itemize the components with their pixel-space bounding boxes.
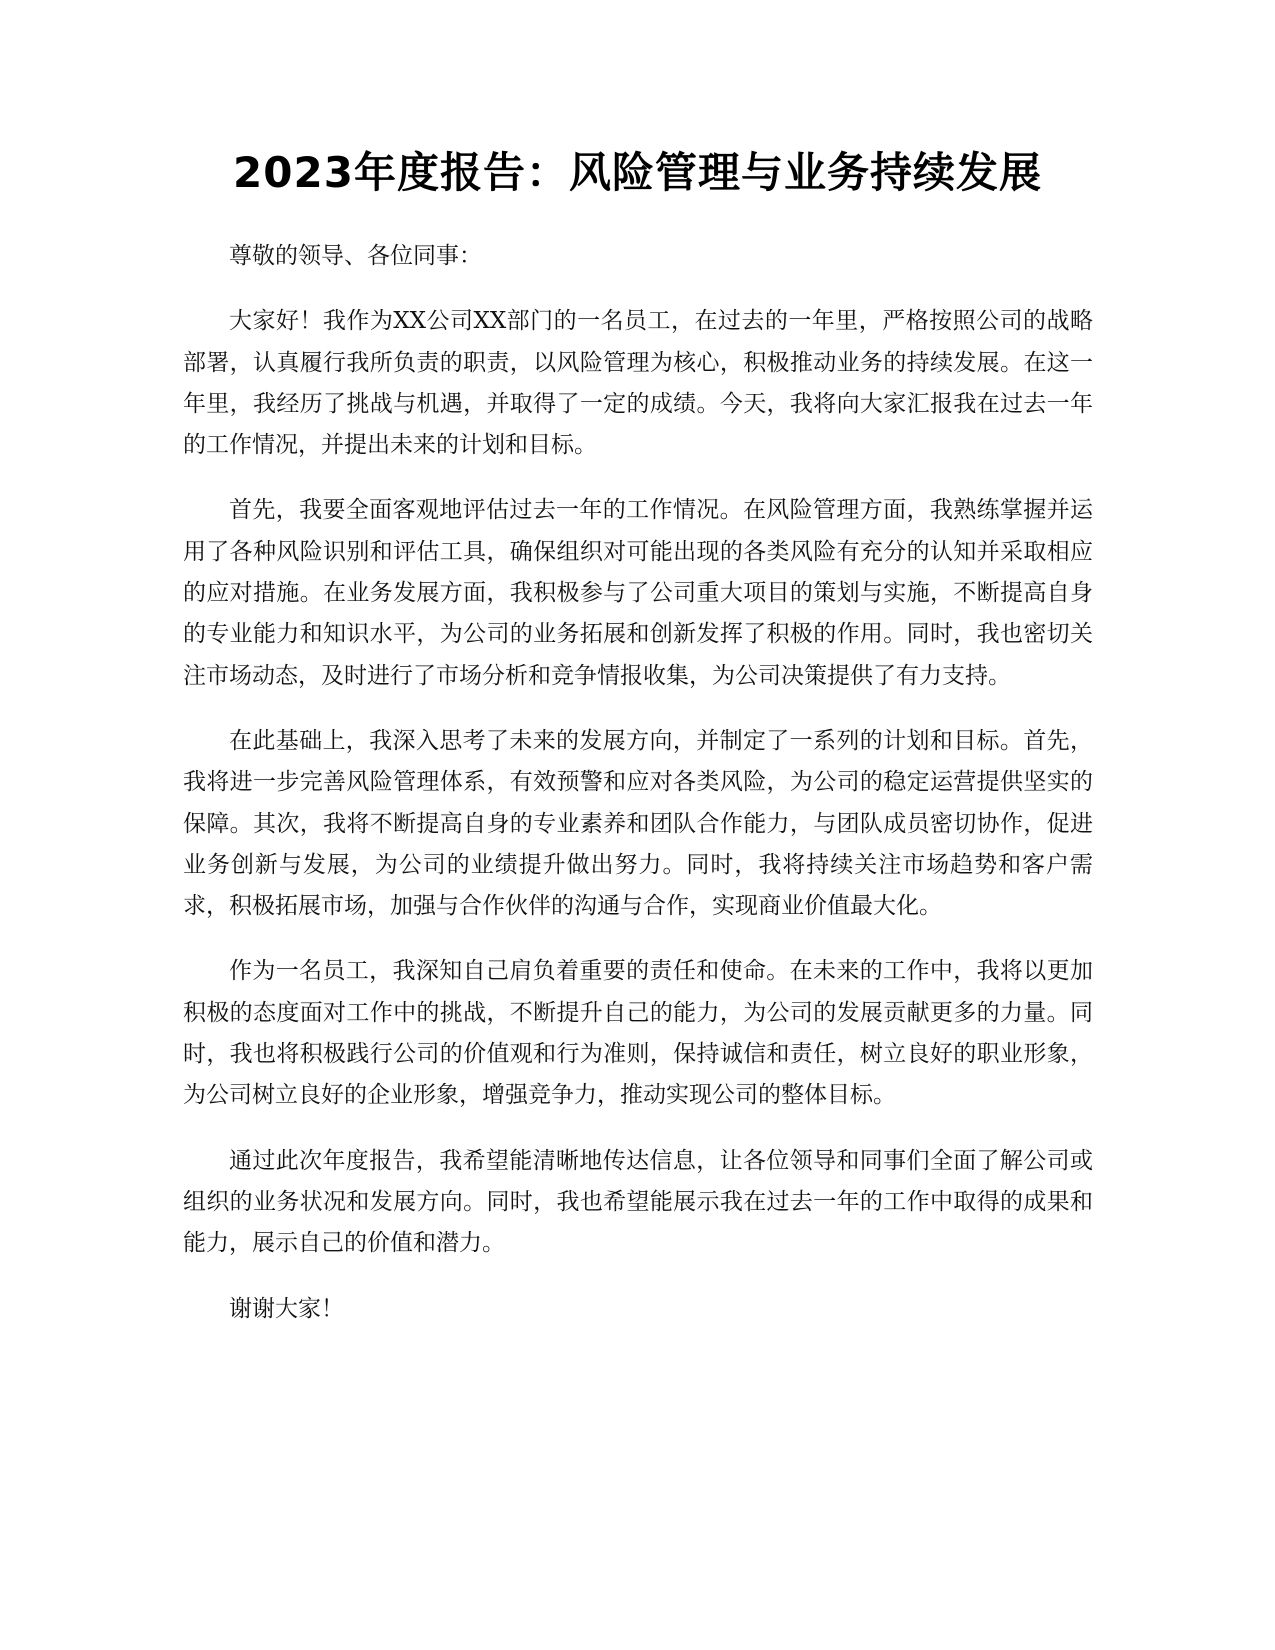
paragraph-intro: 大家好！我作为XX公司XX部门的一名员工，在过去的一年里，严格按照公司的战略部署，认真履行我所负责的职责，以风险管理为核心，积极推动业务的持续发展。在这一年里，我经历了挑战与机遇，并取得了一定的成绩。今天，我将向大家汇报我在过去一年的工作情况，并提出未来的计划和目标。 (183, 308, 1093, 459)
closing-remark: 谢谢大家！ (229, 1295, 344, 1322)
paragraph-summary: 通过此次年度报告，我希望能清晰地传达信息，让各位领导和同事们全面了解公司或组织的业务状况和发展方向。同时，我也希望能展示我在过去一年的工作中取得的成果和能力，展示自己的价值和潜力。 (183, 1147, 1093, 1257)
paragraph-responsibility: 作为一名员工，我深知自己肩负着重要的责任和使命。在未来的工作中，我将以更加积极的态度面对工作中的挑战，不断提升自己的能力，为公司的发展贡献更多的力量。同时，我也将积极践行公司的价值观和行为准则，保持诚信和责任，树立良好的职业形象，为公司树立良好的企业形象，增强竞争力，推动实现公司的整体目标。 (183, 958, 1093, 1109)
document-body (183, 236, 1093, 1330)
document-title: 2023年度报告：风险管理与业务持续发展 (233, 148, 1042, 197)
paragraph-plans: 在此基础上，我深入思考了未来的发展方向，并制定了一系列的计划和目标。首先，我将进一步完善风险管理体系，有效预警和应对各类风险，为公司的稳定运营提供坚实的保障。其次，我将不断提高自身的专业素养和团队合作能力，与团队成员密切协作，促进业务创新与发展，为公司的业绩提升做出努力。同时，我将持续关注市场趋势和客户需求，积极拓展市场，加强与合作伙伴的沟通与合作，实现商业价值最大化。 (183, 727, 1093, 920)
salutation: 尊敬的领导、各位同事： (229, 243, 482, 269)
paragraph-review: 首先，我要全面客观地评估过去一年的工作情况。在风险管理方面，我熟练掌握并运用了各种风险识别和评估工具，确保组织对可能出现的各类风险有充分的认知并采取相应的应对措施。在业务发展方面，我积极参与了公司重大项目的策划与实施，不断提高自身的专业能力和知识水平，为公司的业务拓展和创新发挥了积极的作用。同时，我也密切关注市场动态，及时进行了市场分析和竞争情报收集，为公司决策提供了有力支持。 (183, 497, 1093, 689)
